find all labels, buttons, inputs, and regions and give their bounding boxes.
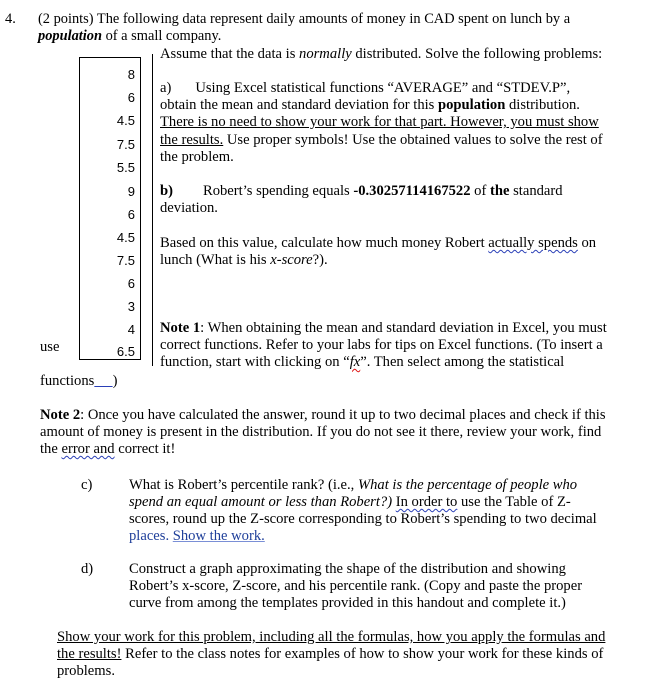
assume-line	[160, 46, 602, 63]
note2-label: Note 2	[40, 407, 81, 423]
data-value: 9	[127, 184, 135, 199]
question-line-2	[38, 28, 221, 45]
part-a-line-2	[160, 97, 580, 114]
part-c-text-1: What is Robert’s percentile rank? (i.e.,	[129, 477, 358, 493]
note1-text-3a: function, start with clicking on “	[160, 354, 350, 370]
part-c-line-1	[129, 477, 577, 494]
note2-squiggle: error and	[61, 441, 115, 457]
part-c-text-4: places.	[129, 528, 173, 544]
part-c-text-2: use the Table of Z-	[457, 494, 571, 510]
question-line-2-rest: of a small company.	[101, 28, 222, 44]
column-divider	[152, 54, 153, 366]
note2-text-1: : Once you have calculated the answer, round it up to two decimal places and check if this	[80, 407, 606, 423]
assume-text-2: distributed. Solve the following problems:	[351, 46, 603, 62]
data-value: 5.5	[116, 160, 135, 175]
question-number: 4.	[5, 11, 16, 27]
part-a-label: a)	[160, 80, 172, 96]
part-d-line-2: Robert’s x-score, Z-score, and his percentile rank. (Copy and paste the proper	[129, 578, 583, 594]
note1-label: Note 1	[160, 320, 201, 336]
part-c-line-3: scores, round up the Z-score corresponding to Robert’s spending to two decimal	[129, 511, 597, 527]
part-c-squiggle: In order to	[395, 494, 458, 510]
part-a-text-4: Use proper symbols! Use the obtained values to solve the rest of	[223, 132, 603, 148]
population-emphasis: population	[38, 28, 102, 44]
part-c-line-4	[129, 528, 265, 545]
note1-use-word: use	[40, 339, 60, 355]
part-c-label: c)	[81, 477, 93, 493]
data-values-box	[79, 57, 141, 360]
data-value: 4	[127, 322, 135, 337]
part-a-text-2a: obtain the mean and standard deviation for this	[160, 97, 439, 113]
assume-text-1: Assume that the data is	[160, 46, 300, 62]
data-value: 7.5	[116, 253, 135, 268]
question-line-1: (2 points) The following data represent daily amounts of money in CAD spent on lunch by a	[38, 11, 571, 27]
data-value: 3	[127, 299, 135, 314]
data-value: 6	[127, 276, 135, 291]
note2-text-3b: correct it!	[114, 441, 176, 457]
note1-line-1	[160, 320, 607, 337]
part-d-line-3: curve from among the templates provided in this handout and complete it.)	[129, 595, 566, 611]
part-d-line-1: Construct a graph approximating the shape of the distribution and showing	[129, 561, 566, 577]
data-value: 7.5	[116, 137, 135, 152]
footer-line-2	[57, 646, 603, 663]
part-b-value: -0.30257114167522	[353, 183, 471, 199]
part-a-bold: population	[438, 97, 506, 113]
part-a-line-5: the problem.	[160, 149, 234, 165]
data-value: 4.5	[116, 230, 135, 245]
fx-symbol: fx	[349, 354, 361, 370]
part-b-line-1	[160, 183, 563, 200]
footer-line-1: Show your work for this problem, including all the formulas, how you apply the formulas and	[57, 629, 606, 645]
part-d-label: d)	[81, 561, 94, 577]
data-value: 4.5	[116, 113, 135, 128]
note1-line-4	[40, 373, 117, 390]
part-b-text-3a: Based on this value, calculate how much money Robert	[160, 235, 489, 251]
part-b-squiggle: actually spends	[488, 235, 578, 251]
note1-text-3b: ”. Then select among the statistical	[360, 354, 565, 370]
data-value: 6	[127, 207, 135, 222]
part-a-line-1	[160, 80, 570, 97]
data-value: 6.5	[116, 344, 135, 359]
footer-underlined: the results!	[57, 646, 122, 662]
footer-text-2: Refer to the class notes for examples of how to show your work for these kinds of	[121, 646, 604, 662]
footer-line-3: problems.	[57, 663, 115, 679]
part-b-bold-the: the	[490, 183, 510, 199]
part-b-text-1a: Robert’s spending equals	[202, 183, 354, 199]
note1-functions-word: functions	[40, 373, 95, 389]
part-b-text-1c: standard	[509, 183, 563, 199]
part-b-italic: x-score	[270, 252, 313, 268]
part-a-line-4	[160, 132, 603, 149]
part-c-line-2	[129, 494, 571, 511]
part-b-text-1b: of	[470, 183, 490, 199]
data-value: 8	[127, 67, 135, 82]
note2-line-1	[40, 407, 606, 424]
part-b-line-2: deviation.	[160, 200, 218, 216]
note2-line-3	[40, 441, 175, 458]
part-c-italic-1: What is the percentage of people who	[357, 477, 578, 493]
note1-line-3	[160, 354, 564, 371]
note1-close-paren: )	[112, 373, 118, 389]
note2-line-2: amount of money is present in the distribution. If you do not see it there, review your work, find	[40, 424, 602, 440]
part-c-italic-2: spend an equal amount or less than Robert?)	[129, 494, 393, 510]
part-b-text-4a: lunch (What is his	[160, 252, 271, 268]
part-b-line-3	[160, 235, 596, 252]
part-b-line-4	[160, 252, 328, 269]
part-b-text-3b: on	[577, 235, 597, 251]
part-c-show-work: Show the work.	[172, 528, 265, 544]
part-a-underlined: the results.	[160, 132, 224, 148]
assume-italic: normally	[299, 46, 352, 62]
part-a-line-3: There is no need to show your work for that part. However, you must show	[160, 114, 599, 130]
part-b-text-4b: ?).	[312, 252, 328, 268]
data-value: 6	[127, 90, 135, 105]
note1-line-2: correct functions. Refer to your labs for tips on Excel functions. (To insert a	[160, 337, 603, 353]
note1-text-1: : When obtaining the mean and standard deviation in Excel, you must	[200, 320, 607, 336]
note2-text-3a: the	[40, 441, 62, 457]
part-b-label: b)	[160, 183, 173, 199]
part-a-text-1: Using Excel statistical functions “AVERAGE” and “STDEV.P”,	[195, 80, 571, 96]
part-a-text-2b: distribution.	[505, 97, 580, 113]
